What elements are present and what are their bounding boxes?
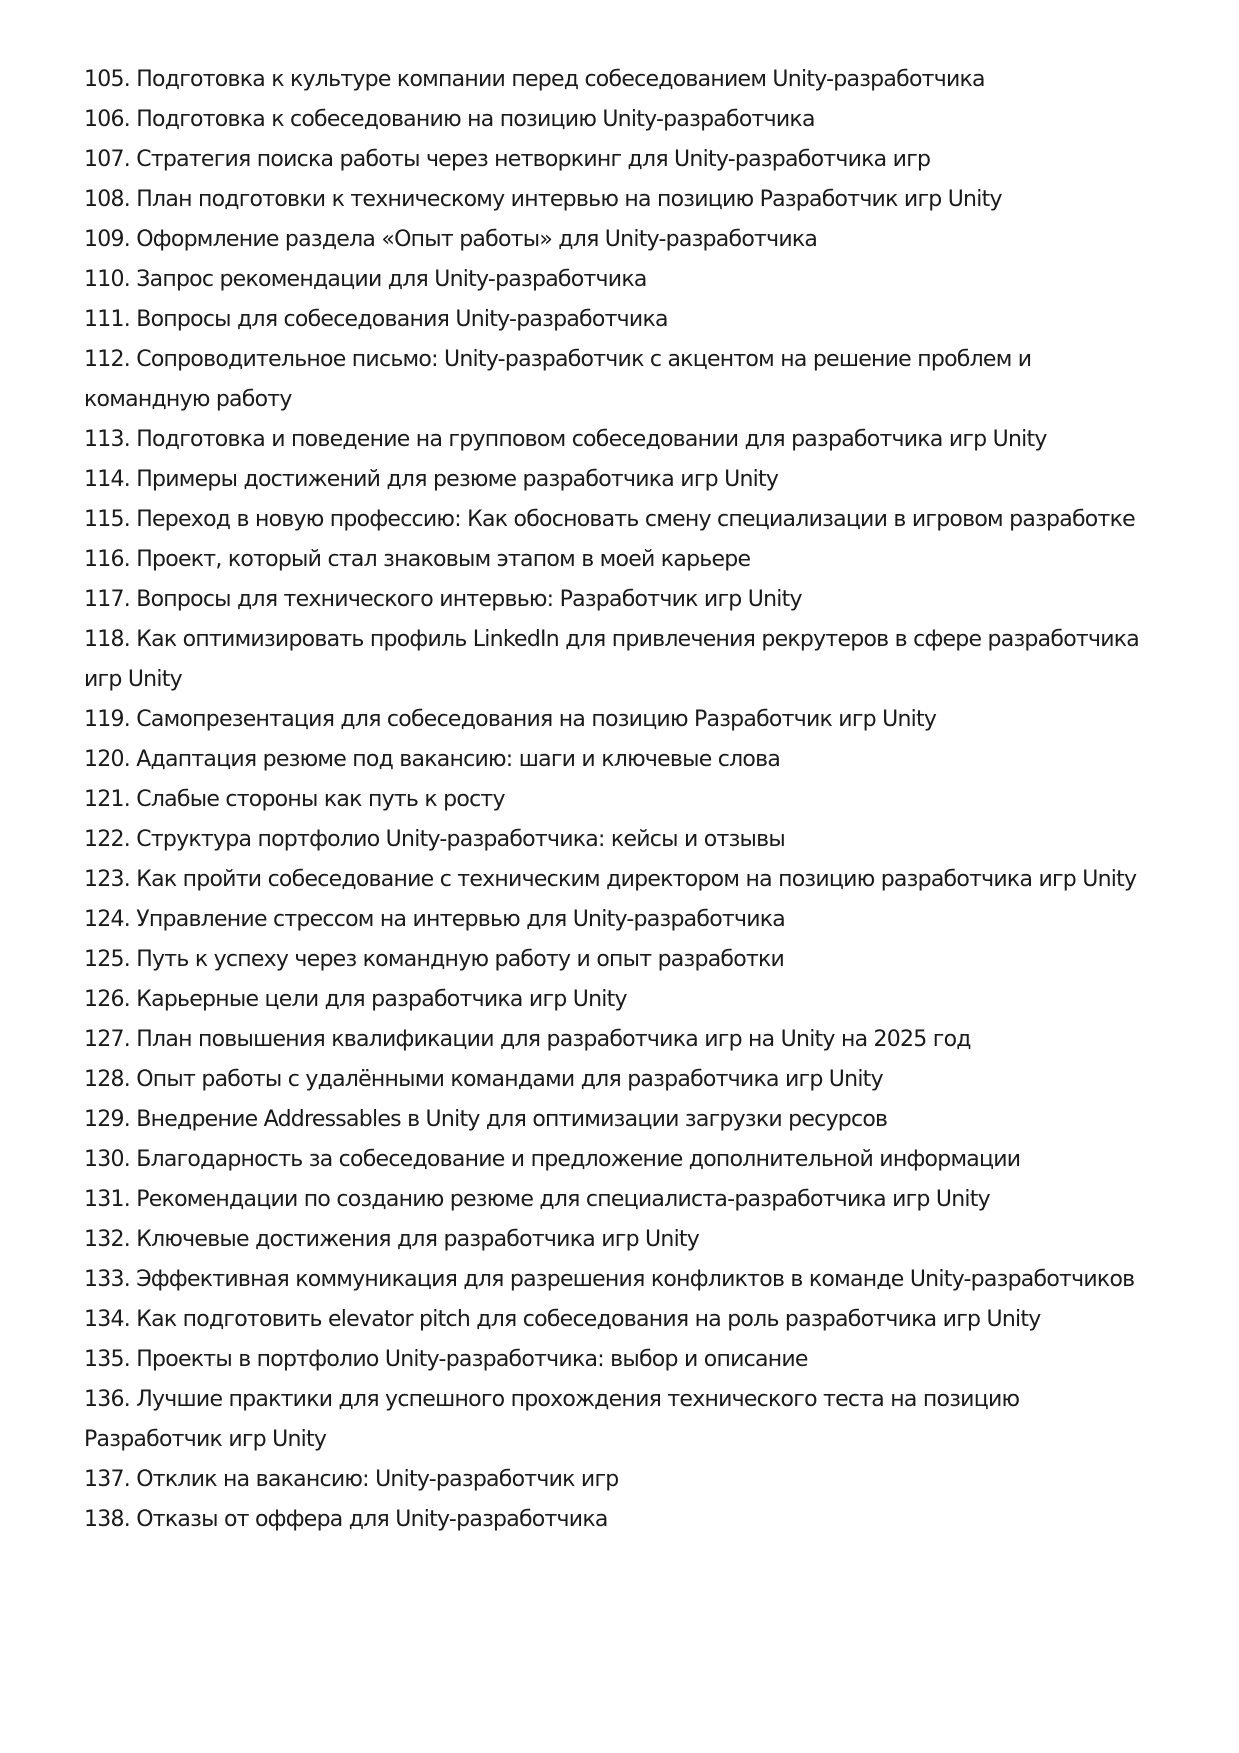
list-item: 134. Как подготовить elevator pitch для собеседования на роль разработчика игр Unity <box>84 1307 1041 1332</box>
list-item: 107. Стратегия поиска работы через нетворкинг для Unity-разработчика игр <box>84 147 931 172</box>
list-item: 135. Проекты в портфолио Unity-разработчика: выбор и описание <box>84 1347 808 1372</box>
list-item: 127. План повышения квалификации для разработчика игр на Unity на 2025 год <box>84 1027 971 1052</box>
list-item: 105. Подготовка к культуре компании перед собеседованием Unity-разработчика <box>84 67 985 92</box>
list-item: 116. Проект, который стал знаковым этапом в моей карьере <box>84 547 751 572</box>
list-item: 136. Лучшие практики для успешного прохождения технического теста на позицию Разработчик игр Unity <box>84 1387 1020 1452</box>
list-item: 118. Как оптимизировать профиль LinkedIn для привлечения рекрутеров в сфере разработчика игр Unity <box>84 627 1140 692</box>
list-item: 112. Сопроводительное письмо: Unity-разработчик с акцентом на решение проблем и командную работу <box>84 347 1032 412</box>
list-item: 132. Ключевые достижения для разработчика игр Unity <box>84 1227 700 1252</box>
topic-list <box>84 60 1146 1540</box>
list-item: 126. Карьерные цели для разработчика игр Unity <box>84 987 627 1012</box>
list-item: 137. Отклик на вакансию: Unity-разработчик игр <box>84 1467 619 1492</box>
list-item: 108. План подготовки к техническому интервью на позицию Разработчик игр Unity <box>84 187 1002 212</box>
list-item: 109. Оформление раздела «Опыт работы» для Unity-разработчика <box>84 227 818 252</box>
list-item: 122. Структура портфолио Unity-разработчика: кейсы и отзывы <box>84 827 785 852</box>
list-item: 129. Внедрение Addressables в Unity для оптимизации загрузки ресурсов <box>84 1107 888 1132</box>
list-item: 119. Самопрезентация для собеседования на позицию Разработчик игр Unity <box>84 707 937 732</box>
list-item: 115. Переход в новую профессию: Как обосновать смену специализации в игровом разработке <box>84 507 1135 532</box>
list-item: 138. Отказы от оффера для Unity-разработчика <box>84 1507 608 1532</box>
list-item: 117. Вопросы для технического интервью: Разработчик игр Unity <box>84 587 802 612</box>
list-item: 131. Рекомендации по созданию резюме для специалиста-разработчика игр Unity <box>84 1187 990 1212</box>
list-item: 111. Вопросы для собеседования Unity-разработчика <box>84 307 668 332</box>
list-item: 110. Запрос рекомендации для Unity-разработчика <box>84 267 647 292</box>
list-item: 130. Благодарность за собеседование и предложение дополнительной информации <box>84 1147 1021 1172</box>
list-item: 106. Подготовка к собеседованию на позицию Unity-разработчика <box>84 107 815 132</box>
list-item: 121. Слабые стороны как путь к росту <box>84 787 505 812</box>
list-item: 133. Эффективная коммуникация для разрешения конфликтов в команде Unity-разработчиков <box>84 1267 1135 1292</box>
list-item: 114. Примеры достижений для резюме разработчика игр Unity <box>84 467 779 492</box>
list-item: 120. Адаптация резюме под вакансию: шаги и ключевые слова <box>84 747 781 772</box>
list-item: 123. Как пройти собеседование с техническим директором на позицию разработчика игр Unity <box>84 867 1137 892</box>
list-item: 113. Подготовка и поведение на групповом собеседовании для разработчика игр Unity <box>84 427 1047 452</box>
list-item: 128. Опыт работы с удалёнными командами для разработчика игр Unity <box>84 1067 883 1092</box>
list-item: 124. Управление стрессом на интервью для Unity-разработчика <box>84 907 786 932</box>
list-item: 125. Путь к успеху через командную работу и опыт разработки <box>84 947 785 972</box>
